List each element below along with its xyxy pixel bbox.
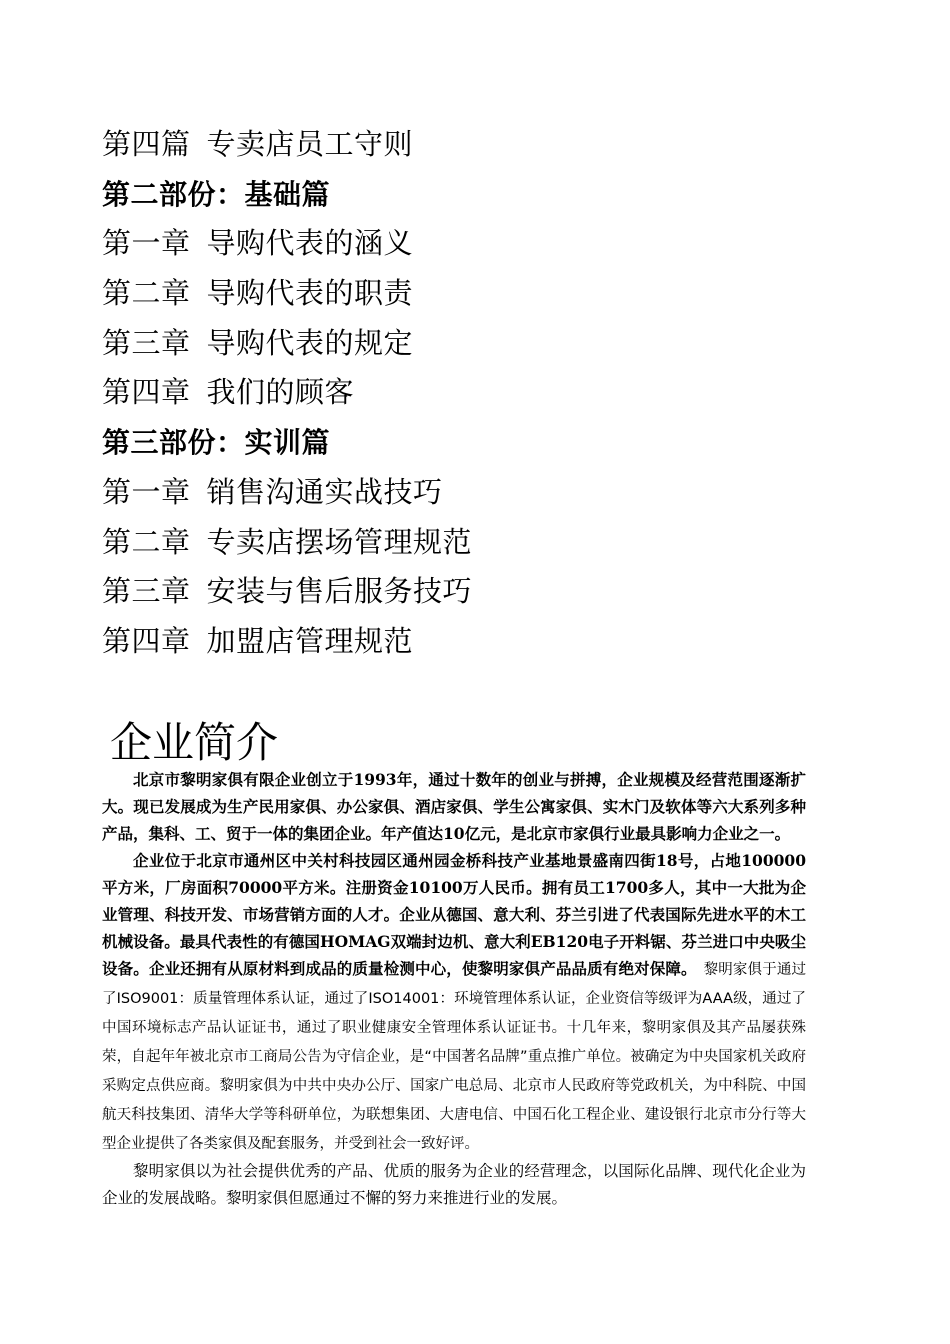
toc-part-title: 第三部份：实训篇 (102, 426, 331, 460)
toc-chapter-title: 导购代表的涵义 (206, 226, 414, 261)
toc-item (102, 518, 862, 568)
paragraph-philosophy: 黎明家俱以为社会提供优秀的产品、优质的服务为企业的经营理念，以国际化品牌、现代化企业为企业的发展战略。黎明家俱但愿通过不懈的努力来推进行业的发展。 (102, 1162, 806, 1207)
toc-item (102, 468, 862, 518)
toc-item (102, 219, 862, 269)
toc-chapter-title: 专卖店员工守则 (206, 127, 414, 161)
toc-chapter-title: 专卖店摆场管理规范 (206, 524, 473, 559)
toc-item (102, 617, 862, 667)
toc-part-title: 第二部份：基础篇 (102, 177, 331, 211)
toc-chapter-number: 第一章 (102, 474, 191, 509)
paragraph-location (102, 847, 806, 1158)
toc-chapter-title: 导购代表的职责 (206, 276, 414, 311)
toc-chapter-title: 我们的顾客 (206, 375, 355, 410)
company-profile-body (102, 766, 806, 1212)
toc-chapter-title: 导购代表的规定 (206, 325, 414, 360)
toc-chapter-number: 第四篇 (102, 127, 191, 161)
toc-chapter-title: 销售沟通实战技巧 (206, 474, 443, 509)
toc-chapter-number: 第一章 (102, 226, 191, 261)
toc-item (102, 269, 862, 319)
toc-item (102, 368, 862, 418)
paragraph-intro: 北京市黎明家俱有限企业创立于1993年，通过十数年的创业与拼搏，企业规模及经营范围逐渐扩大。现已发展成为生产民用家俱、办公家俱、酒店家俱、学生公寓家俱、实木门及软体等六大系列多种产品，集科、工、贸于一体的集团企业。年产值达10亿元，是北京市家俱行业最具影响力企业之一。 (102, 770, 806, 843)
section-heading: 企业简介 (110, 718, 279, 767)
toc-part-heading (102, 418, 862, 468)
toc-chapter-number: 第三章 (102, 325, 191, 360)
paragraph-location-bold-text: 企业位于北京市通州区中关村科技园区通州园金桥科技产业基地景盛南四街18号，占地100000平方米，厂房面积70000平方米。注册资金10100万人民币。拥有员工1700多人，其中一大批为企业管理、科技开发、市场营销方面的人才。企业从德国、意大利、芬兰引进了代表国际先进水平的木工机械设备。最具代表性的有德国HOMAG双端封边机、意大利EB120电子开料锯、芬兰进口中央吸尘设备。企业还拥有从原材料到成品的质量检测中心，使黎明家俱产品品质有绝对保障。 (102, 851, 806, 978)
toc-chapter-number: 第二章 (102, 524, 191, 559)
toc-chapter-number: 第三章 (102, 574, 191, 609)
paragraph-certification-text: 黎明家俱于通过了ISO9001：质量管理体系认证，通过了ISO14001：环境管理体系认证，企业资信等级评为AAA级，通过了中国环境标志产品认证证书，通过了职业健康安全管理体系认证证书。十几年来，黎明家俱及其产品屡获殊荣，自起年年被北京市工商局公告为守信企业，是“中国著名品牌”重点推广单位。被确定为中央国家机关政府采购定点供应商。黎明家俱为中共中央办公厅、国家广电总局、北京市人民政府等党政机关，为中科院、中国航天科技集团、清华大学等科研单位，为联想集团、大唐电信、中国石化工程企业、建设银行北京市分行等大型企业提供了各类家俱及配套服务，并受到社会一致好评。 (102, 962, 807, 1152)
toc-item (102, 567, 862, 617)
toc-item (102, 319, 862, 369)
table-of-contents (102, 120, 862, 667)
toc-part-heading (102, 170, 862, 220)
toc-chapter-title: 安装与售后服务技巧 (206, 574, 473, 609)
toc-chapter-number: 第四章 (102, 623, 191, 658)
toc-chapter-number: 第二章 (102, 276, 191, 311)
toc-chapter-title: 加盟店管理规范 (206, 623, 414, 658)
toc-item (102, 120, 862, 170)
toc-chapter-number: 第四章 (102, 375, 191, 410)
